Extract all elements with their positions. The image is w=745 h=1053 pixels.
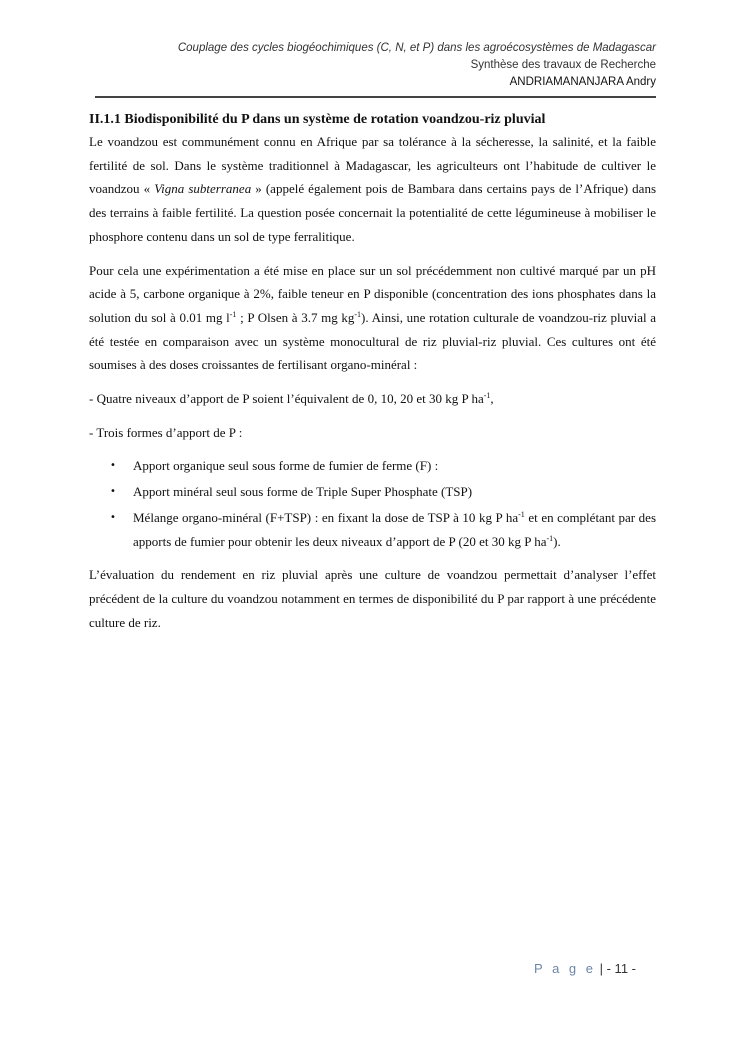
list-item (89, 454, 656, 478)
header-divider (95, 96, 656, 98)
superscript: -1 (546, 533, 554, 543)
paragraph-text: Le voandzou est communément connu en Afrique par sa tolérance à la sécheresse, la salinité, et la faible fertilité de sol. Dans le système traditionnel à Madagascar, les agriculteurs ont l’habitude de cultiver le voandzou « (89, 134, 656, 197)
list-item-text: Apport minéral seul sous forme de Triple Super Phosphate (TSP) (133, 484, 473, 500)
list-item-text: et en complétant par des apports de fumier pour obtenir les deux niveaux d’apport de P (20 et 30 kg P ha (133, 509, 656, 549)
header-thesis-title: Couplage des cycles biogéochimiques (C, N, et P) dans les agroécosystèmes de Madagascar (177, 42, 656, 54)
list-item-text: Apport organique seul sous forme de fumier de ferme (F) : (133, 458, 439, 474)
paragraph-text: ). Ainsi, une rotation culturale de voandzou-riz pluvial a été testée en comparaison avec un système monocultural de riz pluvial-riz pluvial. Ces cultures ont été soumises à des doses croissantes de fertilisant organo-minéral : (89, 309, 657, 373)
list-item-text: Mélange organo-minéral (F+TSP) : en fixant la dose de TSP à 10 kg P ha (133, 509, 519, 525)
superscript: -1 (229, 309, 237, 319)
paragraph-text: » (appelé également pois de Bambara dans certains pays de l’Afrique) dans des terrains à faible fertilité. La question posée concernait la potentialité de cette légumineuse à mobiliser le phosphore contenu dans un sol de type ferralitique. (89, 181, 656, 244)
dash-text: , (490, 391, 494, 407)
paragraph-experiment (89, 259, 656, 378)
list-item (89, 506, 656, 553)
bullet-icon: • (110, 460, 116, 472)
page-footer (520, 961, 636, 976)
bullet-icon: • (110, 511, 116, 523)
dash-item-p-forms: - Trois formes d’apport de P : (89, 424, 243, 440)
paragraph-evaluation: L’évaluation du rendement en riz pluvial après une culture de voandzou permettait d’analyser l’effet précédent de la culture du voandzou notamment en termes de disponibilité du P par rapport à une précédente culture de riz. (89, 567, 656, 630)
paragraph-voandzou-intro (89, 130, 656, 249)
header-document-type: Synthèse des travaux de Recherche (470, 59, 656, 71)
page-header (95, 40, 656, 91)
paragraph-text: Pour cela une expérimentation a été mise en place sur un sol précédemment non cultivé marqué par un pH acide à 5, carbone organique à 2%, faible teneur en P disponible (concentration des ions phosphates dans la solution du sol à 0.01 mg l (89, 262, 656, 325)
page-separator: | (596, 961, 607, 976)
species-name: Vigna subterranea (154, 181, 252, 197)
dash-text: - Quatre niveaux d’apport de P soient l’équivalent de 0, 10, 20 et 30 kg P ha (89, 391, 484, 407)
header-author: ANDRIAMANANJARA Andry (509, 76, 656, 88)
superscript: -1 (483, 391, 491, 401)
dash-item-p-levels (89, 387, 656, 411)
page-number: - 11 - (606, 961, 636, 976)
paragraph-text: ; P Olsen à 3.7 mg kg (236, 309, 355, 325)
superscript: -1 (518, 509, 525, 519)
page-body (89, 110, 656, 644)
bullet-list (89, 454, 656, 553)
page-label: P a g e (534, 961, 596, 976)
list-item-text: ). (553, 533, 561, 549)
list-item (89, 480, 656, 504)
superscript: -1 (354, 309, 362, 319)
section-title: II.1.1 Biodisponibilité du P dans un système de rotation voandzou-riz pluvial (89, 112, 546, 127)
bullet-icon: • (110, 486, 116, 498)
